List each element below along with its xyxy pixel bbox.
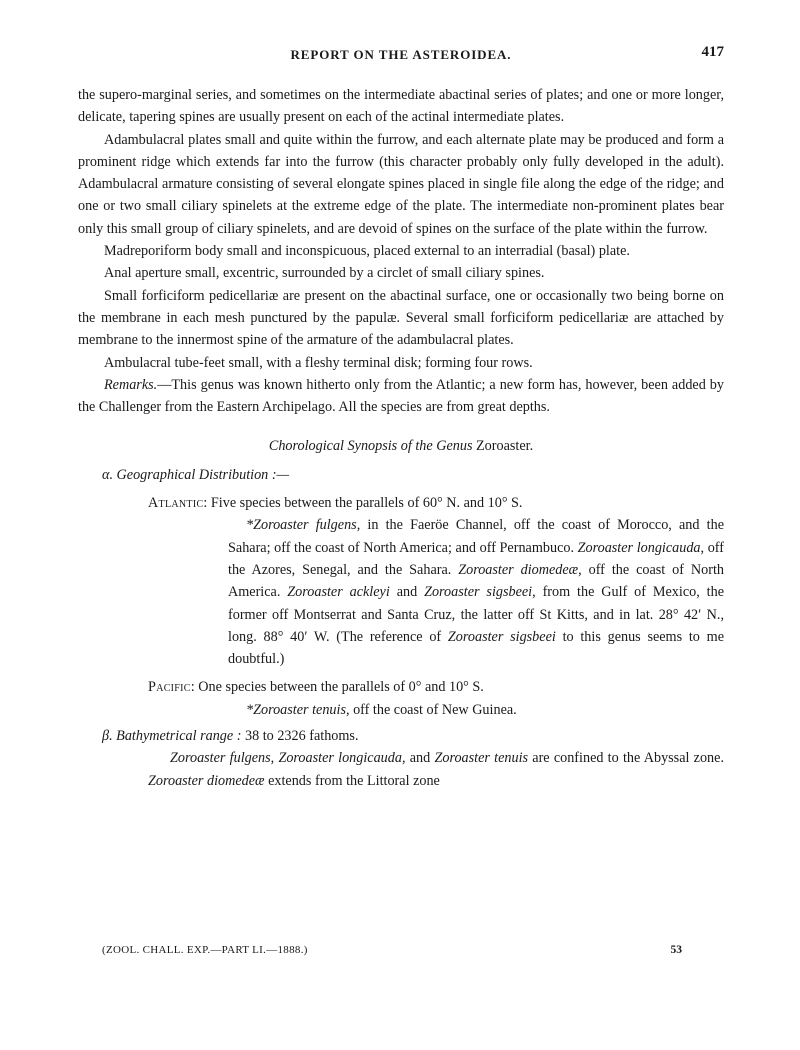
region-atlantic [78, 492, 724, 514]
pacific-species-list: *Zoroaster tenuis, off the coast of New Guinea. [246, 701, 517, 718]
paragraph-remarks [78, 374, 724, 419]
remarks-label: Remarks. [104, 376, 158, 393]
page-header [78, 44, 724, 66]
signature-note: (ZOOL. CHALL. EXP.—PART LI.—1888.) [102, 944, 308, 956]
paragraph-pedicellariae: Small forficiform pedicellariæ are present on the abactinal surface, one or occasionally two being borne on the membrane in each mesh punctured by the papulæ. Several small forficiform pedicellariæ are attached by membrane to the innermost spine of the armature of the adambulacral plates. [78, 287, 724, 349]
pacific-summary: : One species between the parallels of 0° and 10° S. [190, 679, 484, 696]
paragraph-anal-aperture: Anal aperture small, excentric, surrounded by a circlet of small ciliary spines. [104, 265, 545, 282]
signature-mark: 53 [670, 944, 682, 956]
atlantic-label: Atlantic [148, 495, 204, 512]
page-number: 417 [701, 44, 724, 60]
page-footer [102, 944, 682, 962]
bathymetrical-text: Zoroaster fulgens, Zoroaster longicauda, and Zoroaster tenuis are confined to the Abyssal zone. Zoroaster diomedeæ extends from the Littoral zone [148, 750, 724, 789]
section-geographical-distribution: α. Geographical Distribution :— [102, 466, 290, 483]
remarks-text: —This genus was known hitherto only from the Atlantic; a new form has, however, been added by the Challenger from the Eastern Archipelago. All the species are from great depths. [78, 376, 724, 416]
paragraph-spines: the supero-marginal series, and sometimes on the intermediate abactinal series of plates; and one or more longer, delicate, tapering spines are usually present on each of the actinal intermediate plates. [78, 87, 724, 126]
pacific-label: Pacific [148, 679, 191, 696]
paragraph-adambulacral: Adambulacral plates small and quite within the furrow, and each alternate plate may be produced and form a prominent ridge which extends far into the furrow (this character probably only fully developed in the adult). Adambulacral armature consisting of several elongate spines placed in single file along the edge of the ridge; and one or two small ciliary spinelets at the extreme edge of the plate. The intermediate non-prominent plates bear only this small group of ciliary spinelets, and are devoid of spines on the surface of the plate within the furrow. [78, 131, 724, 237]
section-bathymetrical-range: β. Bathymetrical range : 38 to 2326 fathoms. [102, 728, 359, 745]
synopsis-title: Chorological Synopsis of the Genus Zoroaster. [268, 438, 534, 455]
atlantic-species-list: *Zoroaster fulgens, in the Faeröe Channel, off the coast of Morocco, and the Sahara; off the coast of North America; and off Pernambuco. Zoroaster longicauda, off the Azores, Senegal, and the Sahara. Zoroaster diomedeæ, off the coast of North America. Zoroaster ackleyi and Zoroaster sigsbeei, from the Gulf of Mexico, the former off Montserrat and Santa Cruz, the latter off St Kitts, and in lat. 28° 42′ N., long. 88° 40′ W. (The reference of Zoroaster sigsbeei to this genus seems to me doubtful.) [228, 517, 725, 668]
running-title: REPORT ON THE ASTEROIDEA. [290, 47, 512, 62]
page-body [78, 84, 724, 792]
paragraph-tube-feet: Ambulacral tube-feet small, with a fleshy terminal disk; forming four rows. [104, 354, 533, 371]
atlantic-summary: : Five species between the parallels of 60° N. and 10° S. [203, 495, 523, 512]
region-pacific [78, 676, 724, 698]
paragraph-madreporiform: Madreporiform body small and inconspicuous, placed external to an interradial (basal) plate. [104, 243, 630, 260]
